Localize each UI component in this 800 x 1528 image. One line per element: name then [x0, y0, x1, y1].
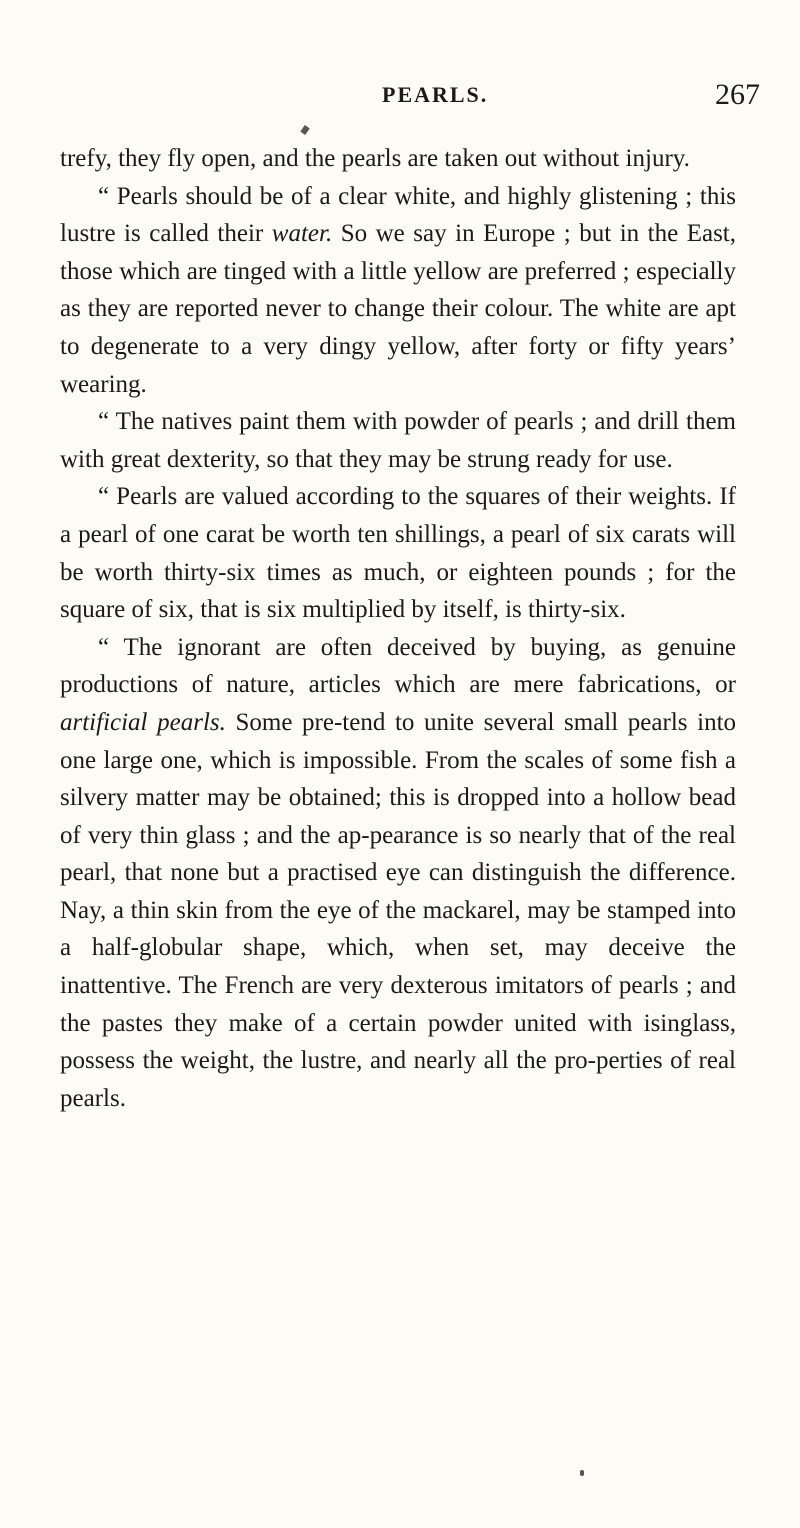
text-segment: “ Pearls are valued according to the squares of their weights. If a pearl of one carat be worth ten shillings, a pearl of six carats will be worth thirty-six times as much, or eighteen pounds ; for the square of six, that is six multiplied by itself, is thirty-six. [60, 483, 736, 624]
paragraph [60, 478, 736, 628]
text-segment: “ The ignorant are often deceived by buying, as genuine productions of nature, articles which are mere fabrications, or [60, 633, 736, 699]
paragraph [60, 403, 736, 478]
text-segment: Some pre-tend to unite several small pearls into one large one, which is impossible. From the scales of some fish a silvery matter may be obtained; this is dropped into a hollow bead of very thin glass ; and the ap-pearance is so nearly that of the real pearl, that none but a practised eye can distinguish the difference. Nay, a thin skin from the eye of the mackarel, may be stamped into a half-globular shape, which, when set, may deceive the inattentive. The French are very dexterous imitators of pearls ; and the pastes they make of a certain powder united with isinglass, possess the weight, the lustre, and nearly all the pro-perties of real pearls. [60, 708, 737, 1112]
page-header [60, 78, 760, 118]
body-text [60, 140, 736, 1117]
text-segment: trefy, they fly open, and the pearls are taken out without injury. [60, 145, 690, 172]
page-number: 267 [715, 78, 760, 111]
ink-speck-icon [580, 1470, 584, 1476]
ink-mark-icon [300, 125, 310, 135]
paragraph [60, 629, 736, 1118]
italic-term: water. [271, 220, 333, 248]
text-segment: So we say in Europe ; but in the East, those which are tinged with a little yellow are preferred ; especially as they are reported never to change their colour. The white are apt to degenerate to a very dingy yellow, after forty or fifty years’ wearing. [60, 220, 736, 398]
paragraph [60, 140, 736, 178]
text-segment: “ The natives paint them with powder of pearls ; and drill them with great dexterity, so that they may be strung ready for use. [60, 408, 736, 473]
paragraph [60, 178, 736, 404]
text-segment: “ Pearls should be of a clear white, and highly glistening ; this lustre is called their [60, 182, 736, 248]
italic-term: artificial pearls. [60, 708, 226, 736]
running-title: PEARLS. [382, 82, 489, 107]
